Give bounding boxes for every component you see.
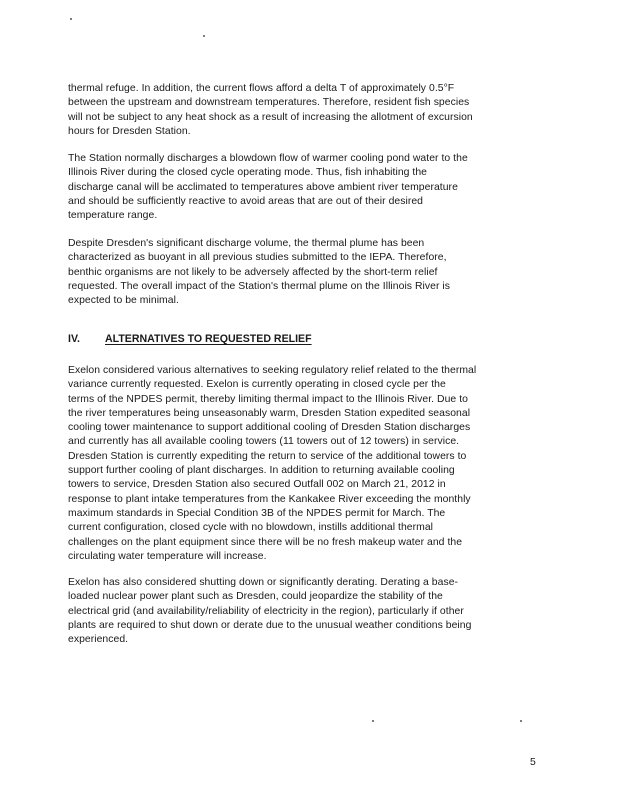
text-line: hours for Dresden Station. <box>68 125 191 137</box>
text-line: loaded nuclear power plant such as Dresden, could jeopardize the stability of the <box>68 591 443 603</box>
text-line: temperature range. <box>68 210 158 222</box>
text-line: and should be sufficiently reactive to avoid areas that are out of their desired <box>68 195 423 207</box>
text-line: towers to service, Dresden Station also secured Outfall 002 on March 21, 2012 in <box>68 479 446 491</box>
body-paragraph <box>68 82 556 139</box>
text-line: expected to be minimal. <box>68 295 179 307</box>
text-line: discharge canal will be acclimated to temperatures above ambient river temperature <box>68 181 458 193</box>
text-line: Dresden Station is currently expediting the return to service of the additional towers to <box>68 450 467 462</box>
section-title: ALTERNATIVES TO REQUESTED RELIEF <box>105 333 312 345</box>
text-line: thermal refuge. In addition, the current flows afford a delta T of approximately 0.5°F <box>68 83 455 94</box>
text-line: characterized as buoyant in all previous studies submitted to the IEPA. Therefore, <box>68 252 447 264</box>
scan-speck <box>203 35 205 37</box>
text-line: challenges on the plant equipment since there will be no fresh makeup water and the <box>68 536 463 548</box>
text-line: benthic organisms are not likely to be adversely affected by the short-term relief <box>68 266 438 278</box>
text-line: between the upstream and downstream temperatures. Therefore, resident fish species <box>68 97 470 109</box>
page-number: 5 <box>530 757 536 768</box>
body-paragraph <box>68 576 556 647</box>
text-line: Despite Dresden's significant discharge volume, the thermal plume has been <box>68 238 425 249</box>
text-line: plants are required to shut down or derate due to the unusual weather conditions being <box>68 619 472 631</box>
text-line: and currently has all available cooling towers (11 towers out of 12 towers) in service. <box>68 436 460 448</box>
text-line: experienced. <box>68 634 129 646</box>
body-paragraph <box>68 152 556 223</box>
text-line: requested. The overall impact of the Station's thermal plume on the Illinois River is <box>68 280 451 292</box>
text-line: the river temperatures being unseasonably warm, Dresden Station expedited seasonal <box>68 407 471 419</box>
text-line: circulating water temperature will increase. <box>68 550 267 562</box>
text-line: Exelon considered various alternatives to seeking regulatory relief related to the thermal <box>68 365 477 376</box>
text-line: The Station normally discharges a blowdown flow of warmer cooling pond water to the <box>68 153 468 164</box>
text-line: current configuration, closed cycle with no blowdown, instills additional thermal <box>68 522 434 534</box>
text-line: variance currently requested. Exelon is currently operating in closed cycle per the <box>68 379 446 391</box>
text-line: will not be subject to any heat shock as a result of increasing the allotment of excursion <box>68 111 473 123</box>
scan-speck <box>520 720 522 722</box>
scan-speck <box>372 720 374 722</box>
body-paragraph <box>68 237 556 308</box>
text-line: Illinois River during the closed cycle operating mode. Thus, fish inhabiting the <box>68 167 428 179</box>
text-line: terms of the NPDES permit, thereby limiting thermal impact to the Illinois River. Due to <box>68 393 468 405</box>
text-line: cooling tower maintenance to support additional cooling of Dresden Station discharges <box>68 422 471 434</box>
scan-speck <box>70 18 72 20</box>
text-line: Exelon has also considered shutting down or significantly derating. Derating a base- <box>68 577 459 588</box>
text-line: electrical grid (and availability/reliability of electricity in the region), particularly if other <box>68 605 464 617</box>
section-number: IV. <box>68 333 80 345</box>
text-line: support further cooling of plant discharges. In addition to returning available cooling <box>68 465 455 477</box>
text-line: response to plant intake temperatures from the Kankakee River exceeding the monthly <box>68 493 471 505</box>
text-line: maximum standards in Special Condition 3B of the NPDES permit for March. The <box>68 507 446 519</box>
body-paragraph <box>68 364 556 564</box>
